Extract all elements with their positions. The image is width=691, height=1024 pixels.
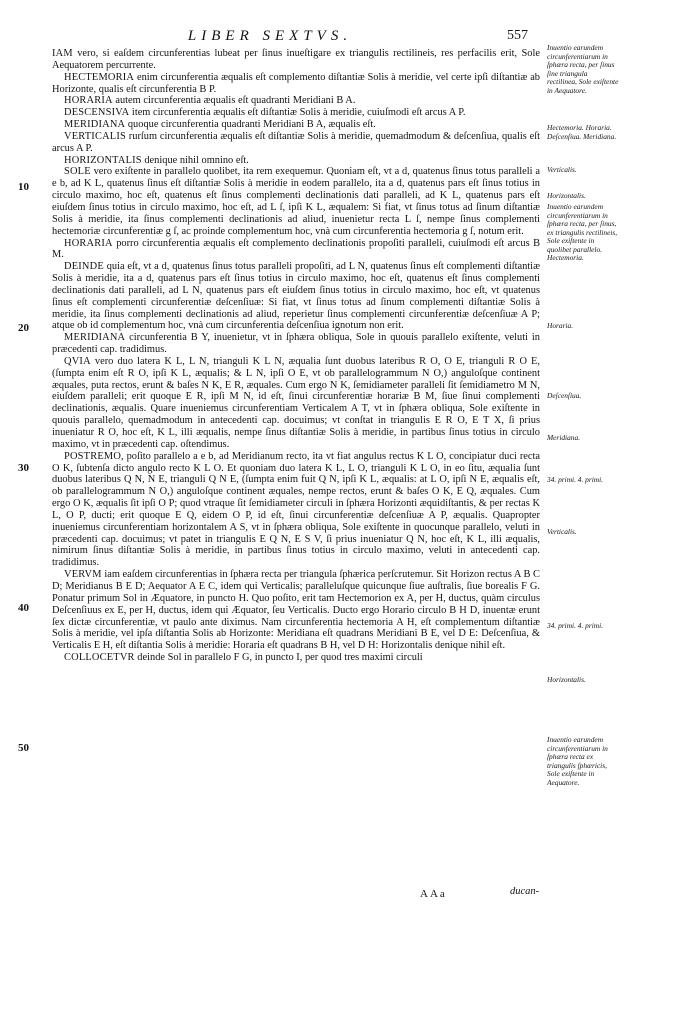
paragraph-15-text: deinde Sol in parallelo F G, in puncto I, per quod tres maximi circuli xyxy=(134,652,423,664)
paragraph-14-text: iam eaſdem circunferentias in ſphæra recta per triangula ſphærica perſcrutemur. Sit Horizon rectus A B C D; Meridianus B E D; Aequator A E C, idem qui Verticalis; paralleluſque quicunque ſiue auſtralis, ſiue borealis F G. Ponatur primum Sol in Æquatore, in puncto H. Quo poſito, erit tam Hectemorion ex A, per H, ductus, quàm circulus Deſcenſiuus ex E, per H, ductus, idem qui Æquator, ſeu Verticalis. Ducto ergo Horario circulo B H D, inuentæ erunt ſex dictæ circunferentiæ, vt paulo ante diximus. Nam circunferentia hectemoria A H, eſt complementum diſtantiæ Solis à meridie, vel ipſa diſtantia Solis ab Horizonte: Meridiana eſt quadrans Meridiani B E, vel D E: Deſcenſiua, & Verticalis E H, eſt diſtantia Solis à meridie: Horaria eſt quadrans B H, vel D H: Horizontalis denique nihil eſt. xyxy=(52,569,540,652)
margin-note-4: Horizontalis. xyxy=(547,191,586,200)
running-head: LIBER SEXTVS. xyxy=(187,28,353,44)
paragraph-1 xyxy=(52,48,540,72)
paragraph-4-lead: DESCENSIVA xyxy=(64,107,130,119)
paragraph-8-lead: SOLE xyxy=(64,166,91,178)
paragraph-3 xyxy=(52,95,540,107)
paragraph-7-lead: HORIZONTALIS xyxy=(64,154,142,166)
paragraph-3-text: autem circunferentia æqualis eſt quadranti Meridiani B A. xyxy=(112,95,356,107)
margin-note-11: 34. primi. 4. primi. xyxy=(547,621,604,630)
paragraph-7 xyxy=(52,155,540,167)
line-number-50: 50 xyxy=(18,742,29,754)
paragraph-15 xyxy=(52,652,540,664)
paragraph-8-text: vero exiſtente in parallelo quolibet, ita rem exequemur. Quoniam eſt, vt a d, quatenus ſinus totus paralleli a e b, ad K L, quatenus ſinus eſt diſtantiæ Solis à meridie in eodem parallelo, ita a d, quatenus pars eſt ſinus totius in circulo maximo, hoc eſt, quatenus eſt ſinus complementi declinationis dati paralleli, ad K L, quatenus pars eſt eiuſdem ſinus totius in circulo maximo, hoc eſt, ad L ſ, ipſi K L, æqualem: Si fiat, vt ſinus totus ad ſinum diſtantiæ Solis à meridie, ita ſinus complementi declinationis ad aliud, inuenietur recta L ſ, nempe ſinus complementi hectemoriæ circunferentiæ g ſ, ac proinde complementum hoc, vnà cum circunferentia hectemoria g ſ, notum erit. xyxy=(52,166,540,237)
paragraph-1-text: vero, si eaſdem circunferentias lubeat per ſinus inueſtigare ex triangulis rectilineis, res perfacilis erit, Sole Aequatorem percurrente. xyxy=(52,48,540,71)
paragraph-1-lead: IAM xyxy=(52,48,73,59)
paragraph-10-lead: DEINDE xyxy=(64,261,104,273)
margin-note-3: Verticalis. xyxy=(547,165,577,174)
paragraph-2-text: enim circunferentia æqualis eſt complemento diſtantiæ Solis à meridie, vel certe ipſi diſtantiæ ab Horizonte, qualis eſt circunferentia B P. xyxy=(52,71,540,95)
margin-note-1: Inuentio earundem circunferentiarum in ſphæra recta, per ſinus ſine triangula rectilinea, Sole exiſtente in Aequatore. xyxy=(547,43,619,95)
signature-mark: AAa xyxy=(420,888,447,900)
paragraph-11-text: circunferentia B Y, inuenietur, vt in ſphæra obliqua, Sole in quouis parallelo exiſtente, veluti in præcedenti cap. tradidimus. xyxy=(52,332,540,356)
paragraph-8 xyxy=(52,166,540,237)
paragraph-15-lead: COLLOCETVR xyxy=(64,652,135,664)
paragraph-6-text: rurſum circunferentia æqualis eſt diſtantiæ Solis à meridie, quemadmodum & deſcenſiua, qualis eſt arcus A P. xyxy=(52,130,540,154)
line-number-40: 40 xyxy=(18,602,29,614)
page-number: 557 xyxy=(507,28,528,43)
paragraph-6 xyxy=(52,131,540,155)
paragraph-12-lead: QVIA xyxy=(64,355,91,367)
paragraph-5-text: quoque circunferentia quadranti Meridiani B A, æqualis eſt. xyxy=(125,119,376,131)
paragraph-13 xyxy=(52,451,540,569)
main-text-column xyxy=(52,48,540,664)
margin-note-6: Horaria. xyxy=(547,321,574,330)
margin-note-10: Verticalis. xyxy=(547,527,577,536)
margin-note-12: Horizontalis. xyxy=(547,675,586,684)
paragraph-11 xyxy=(52,332,540,356)
paragraph-4-text: item circunferentia æqualis eſt diſtantiæ Solis à meridie, cuiuſmodi eſt arcus A P. xyxy=(129,107,466,119)
paragraph-5 xyxy=(52,119,540,131)
paragraph-11-lead: MERIDIANA xyxy=(64,332,126,344)
paragraph-12 xyxy=(52,356,540,451)
catchword: ducan- xyxy=(510,886,540,897)
paragraph-6-lead: VERTICALIS xyxy=(64,130,126,142)
margin-note-13: Inuentio earundem circunferentiarum in ſphæra recta ex triangulis ſphæricis, Sole exiſtente in Aequatore. xyxy=(547,735,608,787)
paragraph-7-text: denique nihil omnino eſt. xyxy=(141,154,249,166)
paragraph-12-text: vero duo latera K L, L N, trianguli K L N, æqualia ſunt duobus lateribus R O, O E, trianguli R O E, (ſumpta enim eſt R O, ipſi K L, æqualis; & L N, ipſi O E, vt ob parallelogrammum N O,) anguloſque continent æquales, puta rectos, erunt & baſes N K, E R, æquales. Cum ergo N K, ſemidiameter paralleli ſit ſemidiametro M N, eiuſdem paralleli; erit quoque E R, ipſi M N, id eſt, ſinui circunferentiæ horariæ B M, ſiue ſinui complementi declinationis, æqualis. Quare inueniemus circunferentiam Verticalem A T, vt in ſphæra obliqua, Sole exiſtente in quouis parallelo, quemadmodum in antecedenti cap. docuimus; vt conſtat in triangulis E R O, E T X, ſi prius inueniatur R O, hoc eſt, K L, illi æqualis, nempe ſinus diſtantiæ Solis à meridie, in partibus ſinus totius in circulo maximo, vt in præcedenti cap. oſtendimus. xyxy=(52,355,540,450)
line-number-10: 10 xyxy=(18,181,29,193)
paragraph-2 xyxy=(52,72,540,96)
paragraph-9-text: porro circunferentia æqualis eſt complemento declinationis propoſiti paralleli, cuiuſmodi eſt arcus B M. xyxy=(52,237,540,261)
paragraph-2-lead: HECTEMORIA xyxy=(64,71,135,83)
paragraph-14-lead: VERVM xyxy=(64,569,102,581)
paragraph-9 xyxy=(52,238,540,262)
paragraph-13-lead: POSTREMO xyxy=(64,450,122,462)
paragraph-5-lead: MERIDIANA xyxy=(64,119,126,131)
margin-note-7: Deſcenſiua. xyxy=(547,391,582,400)
paragraph-3-lead: HORARIA xyxy=(64,95,113,107)
paragraph-14 xyxy=(52,569,540,652)
line-number-30: 30 xyxy=(18,462,29,474)
paragraph-9-lead: HORARIA xyxy=(64,237,113,249)
paragraph-13-text: , poſito parallelo a e b, ad Meridianum recto, ita vt fiat angulus rectus K L O, concipiatur duci recta O K, ſubtenſa dicto angulo recto K L O. Et quoniam duo latera K L, L O, trianguli K L O, in eo ſitu, æqualia ſunt duobus lateribus Q N, N E, trianguli Q N E, (ſumpta enim fuit Q N, ipſi K L, æqualis: at L O, ipſi N E, æqualis eſt, ob parallelogrammum N O,) anguloſque continent æquales, nempe rectos, erunt & baſes O K, E Q, æquales. Cum ergo O K, æqualis ſit ipſi O P; quod vtraque ſit ſemidiameter circuli in ſphæra Horizonti æquidiſtantis, & per rectas K L, O P, ducti; erit quoque E Q, eidem O P, id eſt, ſinui circunferentiæ deſcenſiuæ A P, æqualis. Quapropter inueniemus circunferentiam horizontalem A S, vt in ſphæra obliqua, Sole exiſtente in quocunque parallelo, veluti in præcedenti cap. docuimus; vt patet in triangulis E Q N, E S V, ſi prius inueniatur Q N, hoc eſt, K L, illi æqualis, nimirum ſinus diſtantiæ Solis à meridie, in partibus ſinus totius in circulo maximo, veluti in antecedenti cap. tradidimus. xyxy=(52,450,540,569)
margin-note-5: Inuentio earundem circunferentiarum in ſphæra recta, per ſinus, ex triangulis rectilineis, Sole exiſtente in quolibet parallelo. Hectemoria. xyxy=(547,202,618,262)
margin-note-9: 34. primi. 4. primi. xyxy=(547,475,604,484)
paragraph-4 xyxy=(52,107,540,119)
margin-note-2: Hectemoria. Horaria. Deſcenſiua. Meridiana. xyxy=(547,123,617,141)
line-number-20: 20 xyxy=(18,322,29,334)
margin-note-8: Meridiana. xyxy=(547,433,581,442)
paragraph-10-text: quia eſt, vt a d, quatenus ſinus totus paralleli propoſiti, ad L N, quatenus ſinus eſt complementi diſtantiæ Solis à meridie, ita a d, quatenus pars eſt ſinus totius in circulo maximo, hoc eſt, quatenus eſt ſinus complementi declinationis dati paralleli, ad L N, quatenus pars eſt eiuſdem ſinus totius in circulo maximo, hoc eſt, vt quatenus ſinus eſt complementi circunferentiæ deſcenſiuæ: Si fiat, vt ſinus totus ad ſinum complementi diſtantiæ Solis à meridie, ita ſinus complementi declinationis ad aliud, reperietur ſinus complementi circunferentiæ deſcenſiuæ A P; atque ob id complementum hoc, vnà cum circunferentia deſcenſiua ignotum non erit. xyxy=(52,261,540,332)
paragraph-10 xyxy=(52,261,540,332)
